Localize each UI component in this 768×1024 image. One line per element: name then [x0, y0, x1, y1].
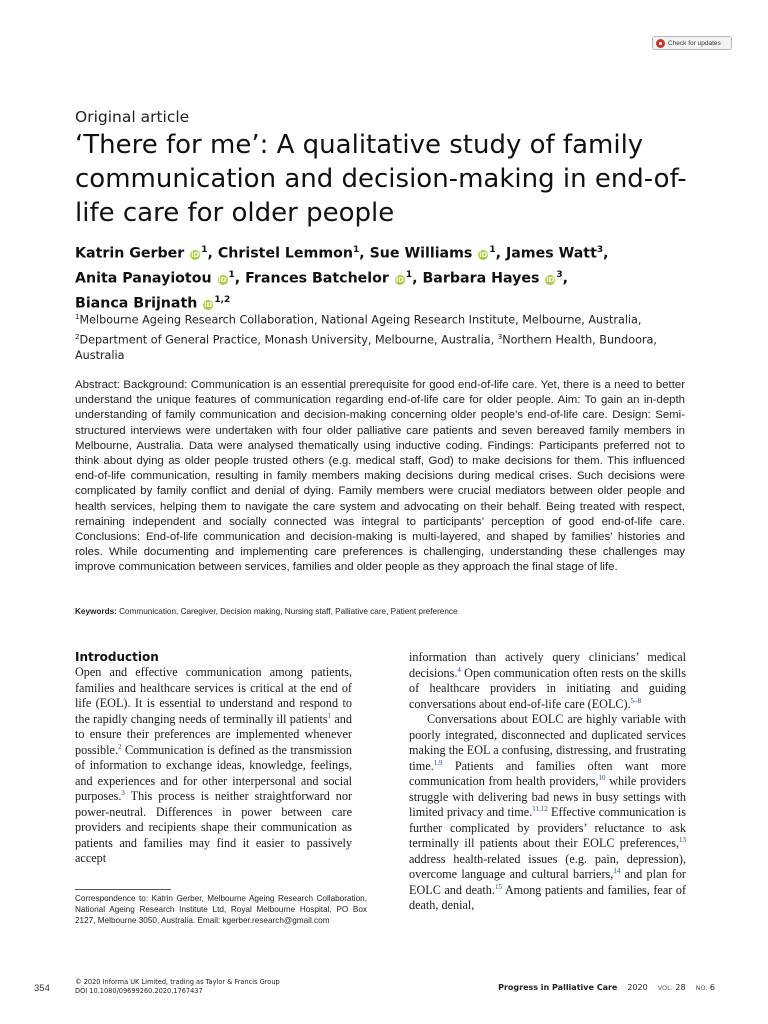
- volume-label: VOL.: [657, 984, 673, 992]
- affiliation-ref: 3: [556, 270, 563, 281]
- check-for-updates-label: Check for updates: [668, 39, 721, 47]
- citation-link[interactable]: 13: [679, 835, 686, 844]
- body-text: and plan for EOLC and death.: [409, 867, 686, 897]
- issue-number: 6: [709, 983, 715, 992]
- issue-label: NO.: [695, 984, 708, 992]
- abstract-aim: To gain an in-depth understanding of family communication and decision-making concerning older people’s end-of-life care.: [75, 394, 685, 422]
- body-text: while providers struggle with delivering bad news in busy settings with limited privacy and time.: [409, 774, 686, 819]
- keywords-label: Keywords:: [75, 607, 117, 616]
- orcid-icon[interactable]: iD: [218, 275, 227, 284]
- orcid-icon[interactable]: iD: [395, 275, 404, 284]
- author-name: Anita Panayiotou: [75, 270, 212, 287]
- orcid-icon[interactable]: iD: [191, 250, 200, 259]
- affiliation-ref: 1: [405, 270, 413, 281]
- citation-link[interactable]: 4: [457, 665, 461, 674]
- abstract-aim-label: Aim:: [557, 394, 581, 407]
- author-list: Katrin Gerber iD $^1$, Christel Lemmon$^1$, Sue Williams iD $^1$, James Watt$^3$, Anita Panayiotou iD $^1$, Frances Batchelor iD $^1$, Barbara Hayes iD $^3$, Bianca Brijnath iD $^{1,2}$: [75, 245, 609, 313]
- citation-link[interactable]: 1: [327, 711, 332, 720]
- author-name: James Watt: [505, 245, 597, 262]
- affiliation-text: Department of General Practice, Monash University, Melbourne, Australia,: [79, 333, 495, 347]
- body-column-left: [75, 650, 352, 867]
- affiliation-ref: 1: [489, 245, 496, 255]
- body-text: address health-related issues (e.g. pain, depression), overcome language and cultural barriers,: [409, 851, 686, 881]
- citation-link[interactable]: 10: [598, 773, 606, 782]
- body-text: This process is neither straightforward nor power-neutral. Differences in power between care providers and recipients shape their communication as patients and families may find it easier to passively accept: [75, 789, 352, 865]
- copyright-line: © 2020 Informa UK Limited, trading as Taylor & Francis Group: [75, 978, 280, 986]
- author-name: Katrin Gerber: [75, 245, 185, 262]
- volume-number: 28: [675, 983, 686, 992]
- footnote-divider: [75, 889, 171, 890]
- orcid-icon[interactable]: iD: [546, 275, 555, 284]
- affiliation-text: Melbourne Ageing Research Collaboration, National Ageing Research Institute, Melbourne, Australia,: [79, 313, 642, 327]
- doi-line: DOI 10.1080/09699260.2020.1767437: [75, 987, 203, 995]
- body-text: Open and effective communication among patients, families and healthcare services is critical at the end of life (EOL). It is essential to understand and respond to the rapidly changing needs of terminally ill patients: [75, 665, 352, 726]
- article-type: Original article: [75, 108, 190, 126]
- citation-link[interactable]: 5–8: [630, 696, 642, 705]
- abstract-conclusions-label: Conclusions:: [75, 531, 141, 544]
- body-paragraph: [75, 665, 352, 867]
- body-text: information than actively query clinicians’ medical decisions.: [409, 650, 686, 680]
- abstract-label: Abstract: Background:: [75, 379, 188, 391]
- footer-publisher: [75, 978, 280, 996]
- citation-link[interactable]: 15: [494, 882, 502, 891]
- body-paragraph: [409, 650, 686, 712]
- body-column-right: [409, 650, 686, 914]
- journal-year: 2020: [627, 983, 648, 992]
- author-name: Frances Batchelor: [245, 270, 389, 287]
- body-text: Among patients and families, fear of death, denial,: [409, 882, 686, 912]
- abstract-background: Communication is an essential prerequisite for good end-of-life care. Yet, there is a need to better understand the unique features of communication regarding end-of-life care for older people.: [75, 379, 685, 407]
- author-name: Christel Lemmon: [217, 245, 353, 262]
- citation-link[interactable]: 3: [121, 788, 125, 797]
- affiliation-ref: 1: [201, 245, 208, 255]
- citation-link[interactable]: 2: [118, 742, 122, 751]
- affiliations: [75, 309, 695, 364]
- journal-name: Progress in Palliative Care: [498, 983, 618, 992]
- body-paragraph: [409, 712, 686, 914]
- abstract-findings: Participants preferred not to think about dying as older people trusted others (e.g. medical staff, God) to make decisions for them. This influenced end-of-life communication, resulting in family members making decisions during medical crises. Such decisions were complicated by family conflict and denial of dying. Family members were crucial mediators between older people and health services, helping them to navigate the care system and advocating on their behalf. Being treated with respect, remaining independent and socially connected was integral to participants’ perception of good end-of-life care.: [75, 439, 685, 528]
- abstract-conclusions: End-of-life communication and decision-making is multi-layered, and shaped by families’ histories and roles. While documenting and implementing care preferences is challenging, understanding these challenges may improve communication between services, families and older people as they approach the final stage of life.: [75, 531, 685, 574]
- article-title: ‘There for me’: A qualitative study of family communication and decision-making in end-of-life care for older people: [75, 130, 687, 228]
- affiliation-number: 3: [497, 332, 503, 341]
- crossmark-icon: [656, 39, 665, 48]
- keywords: [75, 607, 685, 616]
- affiliation-ref: 1: [352, 245, 360, 255]
- body-text: Effective communication is further complicated by providers’ reluctance to ask terminally ill patients about their EOLC preferences,: [409, 805, 686, 850]
- affiliation-ref: 1,2: [214, 295, 231, 306]
- citation-link[interactable]: 1,9: [433, 758, 443, 767]
- abstract-findings-label: Findings:: [487, 439, 534, 452]
- orcid-icon[interactable]: iD: [204, 301, 213, 310]
- footer-journal: [498, 983, 715, 992]
- orcid-icon[interactable]: iD: [479, 250, 488, 259]
- author-name: Barbara Hayes: [422, 270, 540, 287]
- abstract-design: Semi-structured interviews were undertaken with four older palliative care patients and seven bereaved family members in Melbourne, Australia. Data were analysed thematically using inductive coding.: [75, 409, 685, 452]
- body-text: and to ensure their preferences are implemented whenever possible.: [75, 711, 352, 757]
- affiliation-ref: 3: [596, 245, 604, 255]
- citation-link[interactable]: 11,12: [532, 804, 548, 813]
- check-for-updates-button[interactable]: [652, 36, 732, 50]
- abstract-design-label: Design:: [612, 409, 651, 422]
- section-heading-introduction: Introduction: [75, 650, 159, 664]
- author-name: Sue Williams: [369, 245, 473, 262]
- keywords-text: Communication, Caregiver, Decision making, Nursing staff, Palliative care, Patient preference: [116, 607, 458, 616]
- body-text: Patients and families often want more communication from health providers,: [409, 758, 686, 788]
- affiliation-text: Northern Health, Bundoora, Australia: [75, 333, 657, 363]
- body-text: Open communication often rests on the skills of healthcare providers in initiating and guiding conversations about end-of-life care (EOLC).: [409, 665, 686, 711]
- body-text: Conversations about EOLC are highly variable with poorly integrated, disconnected and duplicated services making the EOL a confusing, distressing, and frustrating time.: [409, 712, 686, 773]
- body-text: Communication is defined as the transmission of information to exchange ideas, knowledge, feelings, and experiences and for other interpersonal and social purposes.: [75, 742, 352, 803]
- correspondence-note: Correspondence to: Katrin Gerber, Melbourne Ageing Research Collaboration, National Ageing Research Institute Ltd, Royal Melbourne Hospital, PO Box 2127, Melbourne 3050, Australia. Email: kgerber.research@gmail.com: [75, 894, 367, 925]
- affiliation-ref: 1: [228, 270, 235, 281]
- page-number: 354: [34, 983, 50, 994]
- author-name: Bianca Brijnath: [75, 296, 198, 313]
- affiliation-number: 1: [75, 313, 80, 321]
- abstract: [75, 378, 685, 576]
- citation-link[interactable]: 14: [613, 866, 621, 875]
- affiliation-number: 2: [75, 332, 80, 341]
